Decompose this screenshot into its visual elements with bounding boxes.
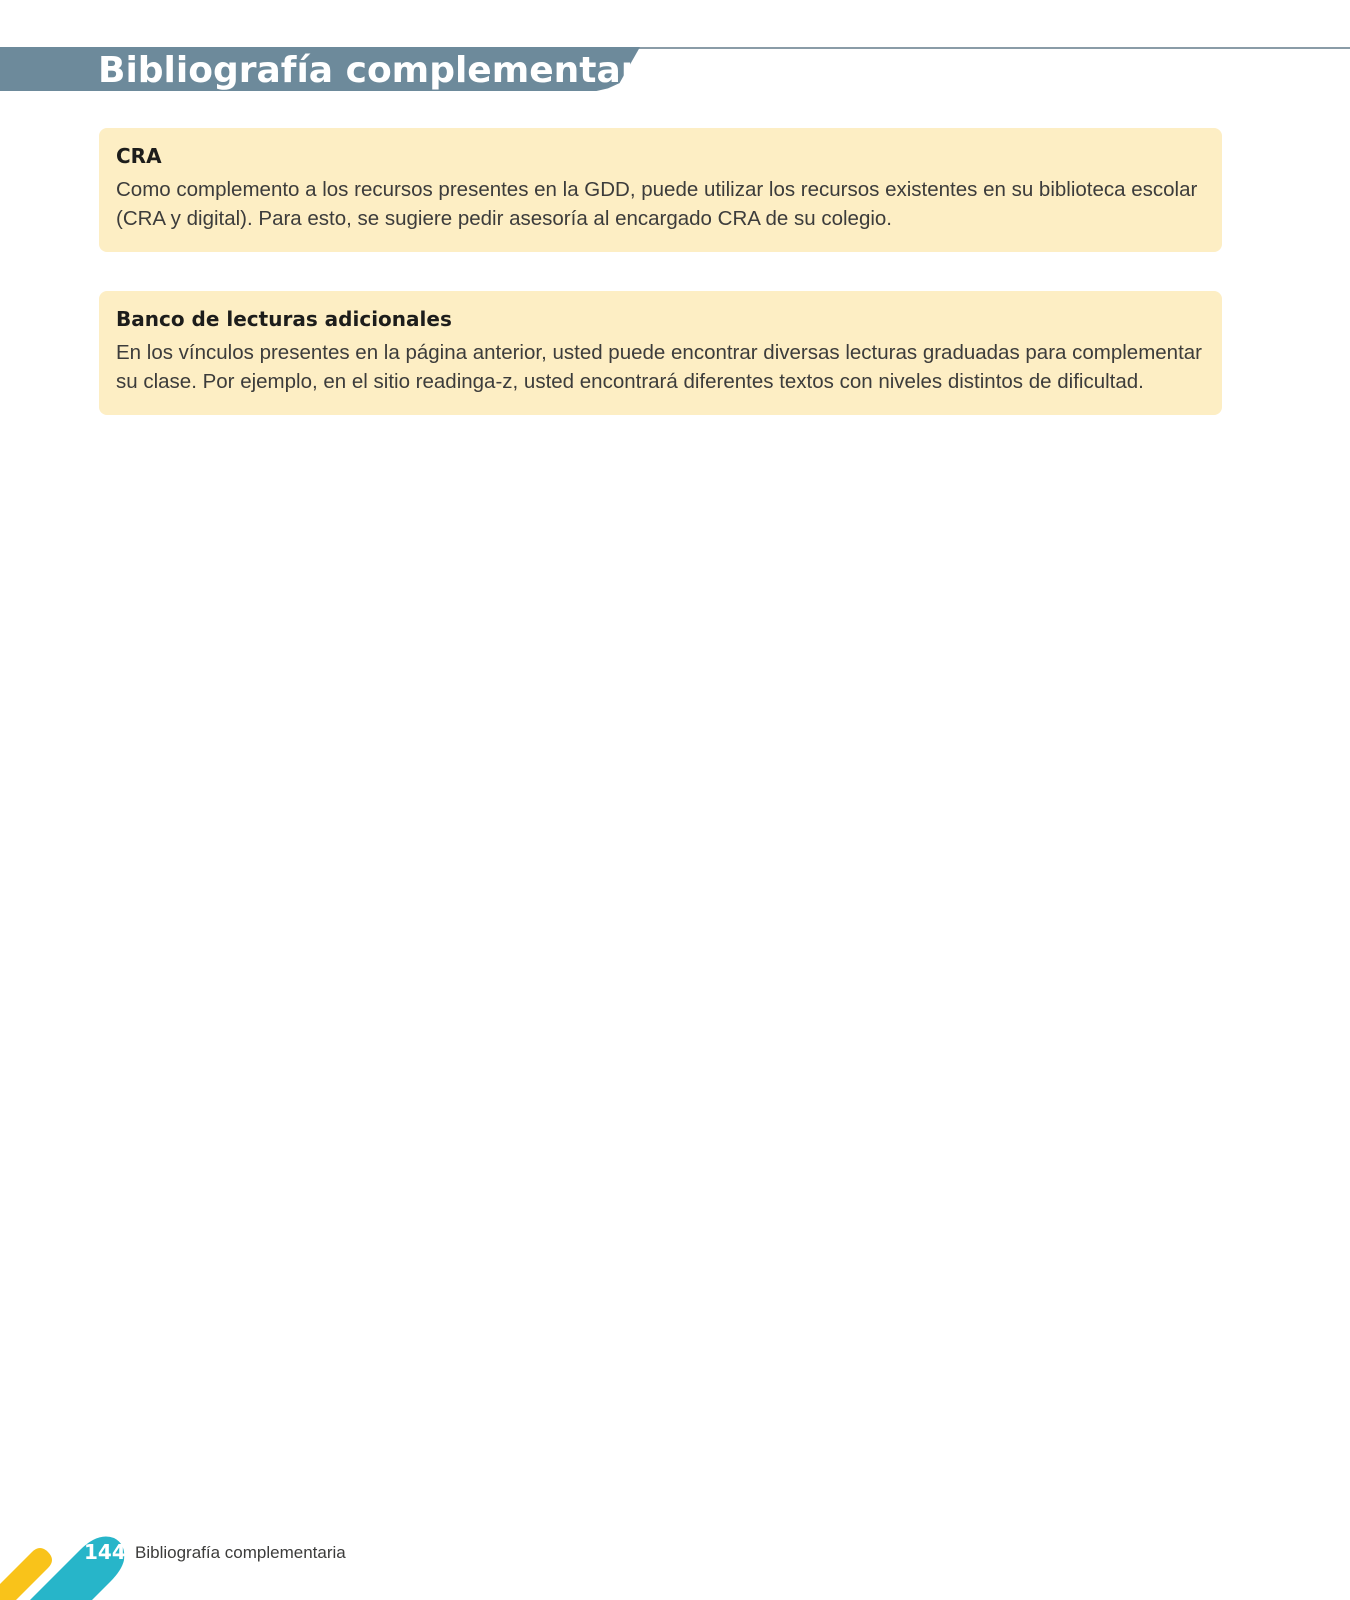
banco-lecturas-section — [99, 291, 1222, 415]
cra-section — [99, 128, 1222, 252]
section-text: En los vínculos presentes en la página anterior, usted puede encontrar diversas lecturas graduadas para complementar su clase. Por ejemplo, en el sitio readinga-z, usted encontrará diferentes textos con niveles distintos de dificultad. — [116, 341, 1203, 393]
section-title: CRA — [116, 144, 162, 168]
footer-section-label: Bibliografía complementaria — [135, 1543, 346, 1562]
section-title: Banco de lecturas adicionales — [116, 307, 452, 331]
section-text: Como complemento a los recursos presentes en la GDD, puede utilizar los recursos existentes en su biblioteca escolar (CRA y digital). Para esto, se sugiere pedir asesoría al encargado CRA de su colegio. — [116, 178, 1198, 230]
page-title: Bibliografía complementaria — [98, 50, 676, 91]
page-number: 144 — [84, 1540, 126, 1564]
